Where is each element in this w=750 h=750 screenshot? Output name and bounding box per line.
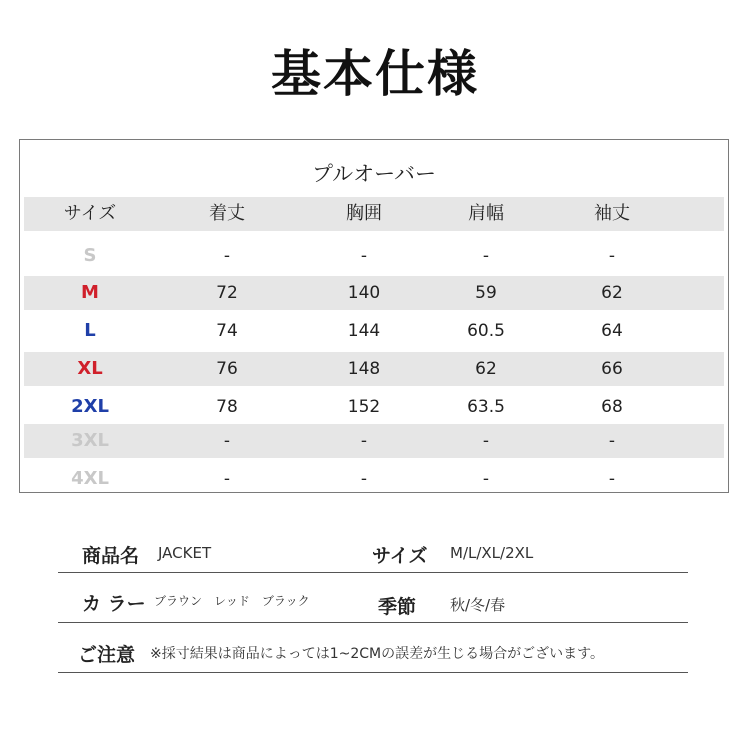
- table-row: [24, 314, 724, 348]
- shoulder-cell: 62: [475, 359, 497, 379]
- shoulder-cell: 63.5: [467, 397, 505, 417]
- chest-cell: 140: [347, 283, 381, 303]
- size-cell: 2XL: [71, 396, 109, 417]
- sleeve-cell: 66: [601, 359, 623, 379]
- table-row: [24, 462, 724, 496]
- note-label: ご注意: [78, 644, 136, 666]
- header-shoulder: 肩幅: [468, 203, 504, 224]
- note-value: ※採寸結果は商品によっては1~2CMの誤差が生じる場合がございます。: [150, 646, 605, 662]
- header-sleeve: 袖丈: [594, 203, 630, 224]
- sleeve-cell: -: [608, 431, 616, 451]
- size-list-value: M/L/XL/2XL: [450, 544, 534, 562]
- sleeve-cell: -: [608, 469, 616, 489]
- length-cell: -: [223, 246, 231, 266]
- sleeve-cell: 68: [601, 397, 623, 417]
- info-row-note: [58, 622, 688, 673]
- table-row: [24, 424, 724, 458]
- season-value: 秋/冬/春: [450, 596, 506, 614]
- table-row: [24, 352, 724, 386]
- length-cell: -: [223, 431, 231, 451]
- size-table: [19, 139, 729, 493]
- length-cell: 72: [216, 283, 238, 303]
- length-cell: 74: [216, 321, 238, 341]
- product-name-label: 商品名: [82, 545, 140, 567]
- chest-cell: 148: [347, 359, 381, 379]
- size-cell: S: [83, 245, 97, 266]
- color-label: カ ラー: [82, 593, 146, 615]
- size-cell: XL: [77, 358, 103, 379]
- table-row: [24, 239, 724, 273]
- shoulder-cell: 59: [475, 283, 497, 303]
- info-row-color: [58, 572, 688, 623]
- table-row: [24, 276, 724, 310]
- header-size: サイズ: [63, 203, 117, 224]
- shoulder-cell: -: [482, 469, 490, 489]
- size-cell: M: [81, 282, 99, 303]
- chest-cell: -: [360, 469, 368, 489]
- chest-cell: -: [360, 246, 368, 266]
- size-cell: L: [84, 320, 96, 341]
- size-list-label: サイズ: [372, 545, 428, 567]
- size-cell: 4XL: [71, 468, 109, 489]
- header-length: 着丈: [209, 203, 245, 224]
- season-label: 季節: [378, 596, 417, 618]
- length-cell: -: [223, 469, 231, 489]
- sleeve-cell: 62: [601, 283, 623, 303]
- header-chest: 胸囲: [346, 203, 382, 224]
- product-name-value: JACKET: [158, 544, 212, 562]
- chest-cell: -: [360, 431, 368, 451]
- info-row-product: [58, 522, 688, 573]
- chest-cell: 152: [347, 397, 381, 417]
- shoulder-cell: -: [482, 246, 490, 266]
- table-title: プルオーバー: [311, 162, 437, 186]
- length-cell: 78: [216, 397, 238, 417]
- length-cell: 76: [216, 359, 238, 379]
- sleeve-cell: 64: [601, 321, 623, 341]
- table-row: [24, 390, 724, 424]
- shoulder-cell: -: [482, 431, 490, 451]
- size-cell: 3XL: [71, 430, 109, 451]
- shoulder-cell: 60.5: [467, 321, 505, 341]
- table-header-row: [24, 197, 724, 231]
- sleeve-cell: -: [608, 246, 616, 266]
- chest-cell: 144: [347, 321, 381, 341]
- color-value: ブラウン レッド ブラック: [154, 594, 310, 608]
- page-title: 基本仕様: [271, 45, 479, 103]
